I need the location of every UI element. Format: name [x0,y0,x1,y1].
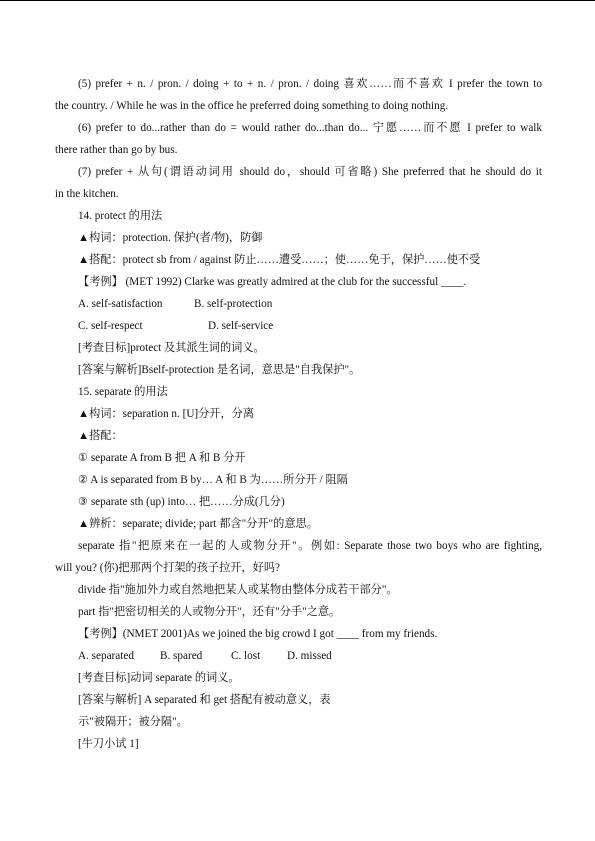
protect-word-formation: ▲构词：protection. 保护(者/物)，防御 [78,232,263,244]
separate-collocation-2: ② A is separated from B by… A 和 B 为……所分开 / 阻隔 [78,474,348,486]
separate-collocation-3: ③ separate sth (up) into… 把……分成(几分) [78,496,285,508]
prefer-usage-5-line2: the country. / While he was in the office he preferred doing something to doing nothing. [55,100,449,112]
option-c-14: C. self-respect [78,320,143,332]
exam-example-15: 【考例】(NMET 2001)As we joined the big crowd I got ____ from my friends. [78,628,438,640]
answer-analysis-15-line2: 示"被隔开；被分隔"。 [78,716,188,728]
part-definition: part 指"把密切相关的人或物分开"，还有"分手"之意。 [78,606,341,618]
option-d-15: D. missed [287,650,332,662]
exam-example-14: 【考例】 (MET 1992) Clarke was greatly admired at the club for the successful ____. [78,276,467,288]
document-page [55,73,542,755]
q15-options [55,645,542,667]
prefer-usage-6-line2: there rather than go by bus. [55,144,178,156]
option-a-15: A. separated [78,650,134,662]
page-top-border [0,0,595,1]
prefer-usage-7-line1: (7) prefer + 从句(谓语动词用 should do，should 可省略) She preferred that he should do it [78,166,542,178]
section-14-heading: 14. protect 的用法 [78,210,163,222]
section-15-heading: 15. separate 的用法 [78,386,168,398]
option-c-15: C. lost [231,650,261,662]
exam-target-14: [考查目标]protect 及其派生词的词义。 [78,342,265,354]
prefer-usage-7-line2: in the kitchen. [55,188,119,200]
prefer-usage-6-line1: (6) prefer to do...rather than do = would rather do...than do... 宁愿……而不愿 I prefer to walk [78,122,542,134]
answer-analysis-15-line1: [答案与解析] A separated 和 get 搭配有被动意义，表 [78,694,331,706]
prefer-usage-5-line1: (5) prefer + n. / pron. / doing + to + n. / pron. / doing 喜欢……而不喜欢 I prefer the town to [78,78,542,90]
separate-word-formation: ▲构词：separation n. [U]分开，分离 [78,408,255,420]
option-a-14: A. self-satisfaction [78,298,163,310]
separate-collocation-1: ① separate A from B 把 A 和 B 分开 [78,452,246,464]
synonym-discrimination: ▲辨析：separate; divide; part 都含"分开"的意思。 [78,518,318,530]
option-d-14: D. self-service [208,320,274,332]
separate-definition-line1: separate 指"把原来在一起的人或物分开"。例如: Separate those two boys who are fighting, [78,540,542,552]
protect-collocation: ▲搭配：protect sb from / against 防止……遭受……；使……免于，保护……使不受 [78,254,481,266]
q14-options-row2 [55,315,542,337]
separate-definition-line2: will you? (你)把那两个打架的孩子拉开，好吗? [55,562,280,574]
divide-definition: divide 指"施加外力或自然地把某人或某物由整体分成若干部分"。 [78,584,398,596]
option-b-15: B. spared [160,650,203,662]
separate-collocation-heading: ▲搭配： [78,430,123,442]
exam-target-15: [考查目标]动词 separate 的词义。 [78,672,240,684]
option-b-14: B. self-protection [194,298,273,310]
practice-heading-1: [牛刀小试 1] [78,738,139,750]
q14-options-row1 [55,293,542,315]
answer-analysis-14: [答案与解析]Bself-protection 是名词，意思是"自我保护"。 [78,364,361,376]
